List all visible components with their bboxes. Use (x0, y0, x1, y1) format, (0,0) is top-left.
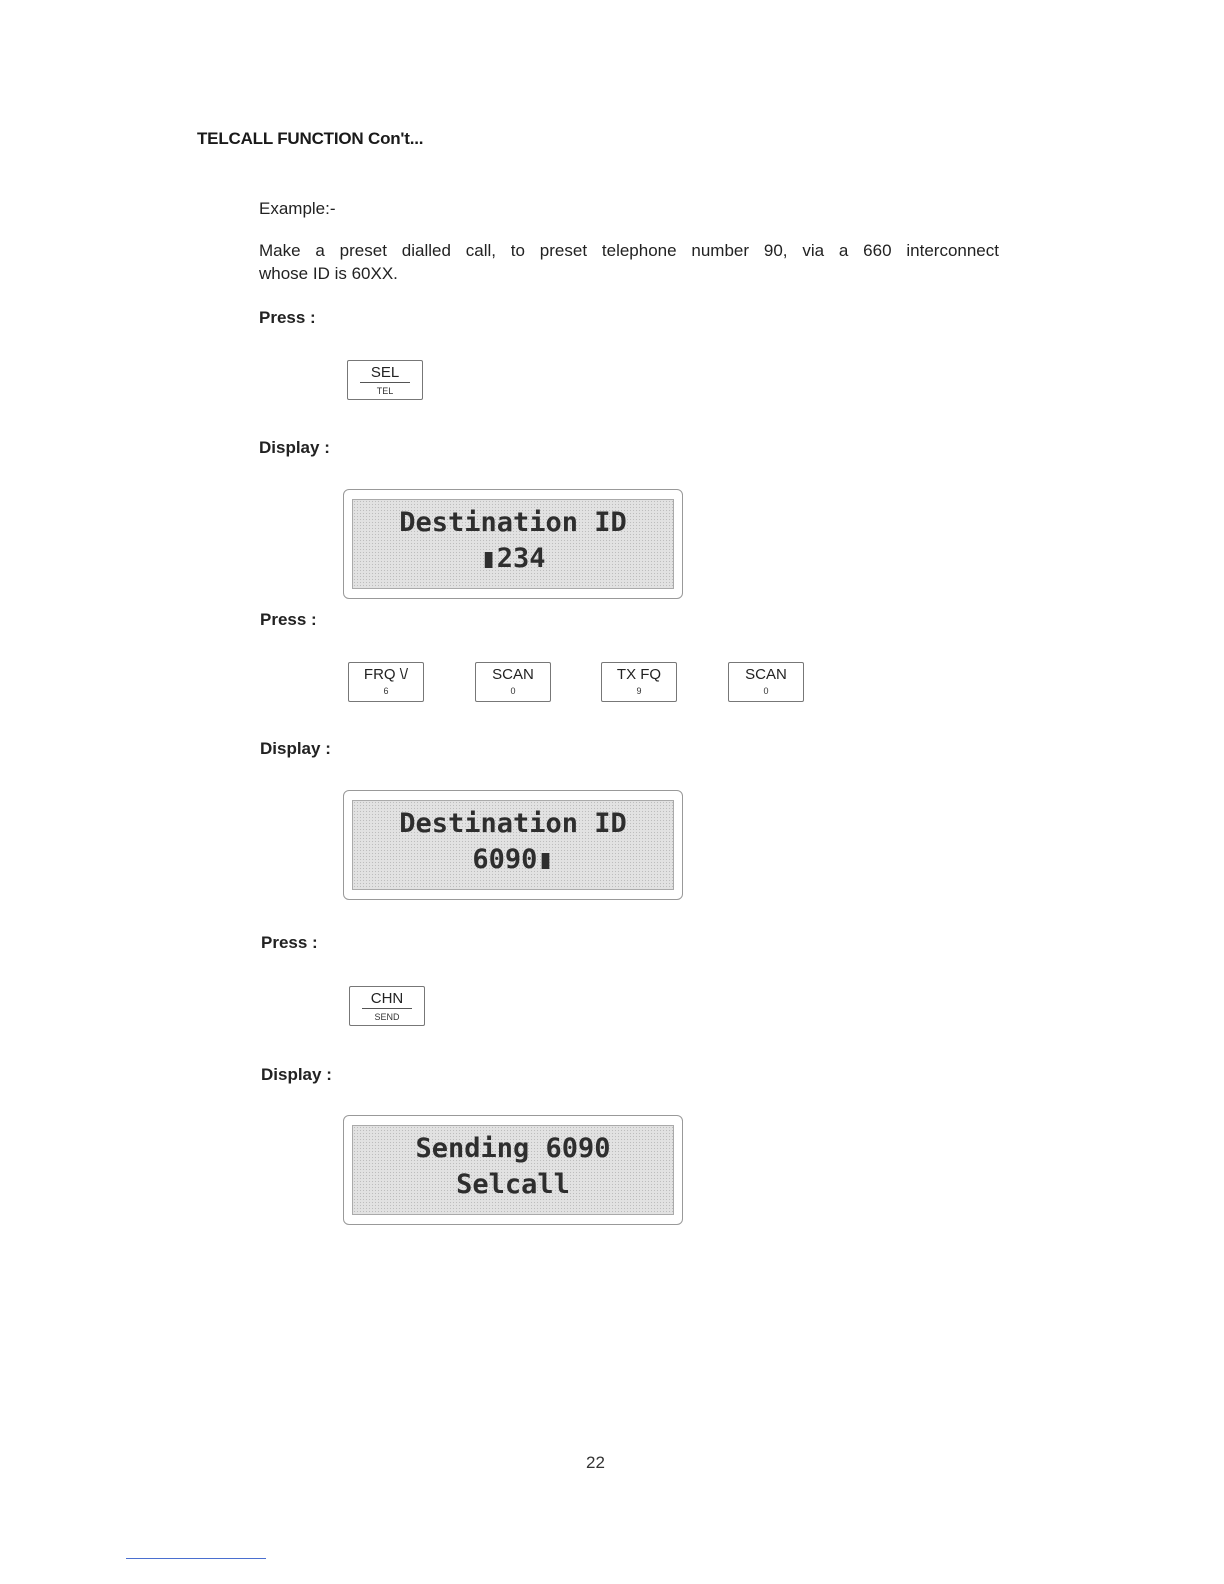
key-tx-fq-9 (601, 662, 677, 702)
description-line-2: whose ID is 60XX. (259, 264, 398, 283)
key-main-label: SCAN (745, 666, 787, 683)
footer-rule (126, 1558, 266, 1559)
lcd-line-1: Destination ID (399, 507, 627, 538)
key-main-label: CHN (362, 990, 412, 1009)
display-label-3: Display : (261, 1065, 332, 1084)
display-label-2: Display : (260, 739, 331, 758)
lcd-display-3 (343, 1115, 683, 1225)
press-label-1: Press : (259, 308, 316, 327)
description-line-1: Make a preset dialled call, to preset telephone number 90, via a 660 interconnect (259, 241, 999, 260)
lcd-line-2: Selcall (456, 1169, 570, 1200)
lcd-screen (352, 800, 674, 890)
key-sel-tel (347, 360, 423, 400)
lcd-display-2 (343, 790, 683, 900)
key-chn-send (349, 986, 425, 1026)
page-heading: TELCALL FUNCTION Con't... (197, 129, 424, 148)
example-label: Example:- (259, 199, 336, 218)
key-main-label: FRQ \/ (363, 666, 409, 683)
key-scan-0-second (728, 662, 804, 702)
key-sub-label: 9 (636, 686, 642, 696)
key-sub-label: 0 (763, 686, 769, 696)
key-main-label: TX FQ (616, 666, 662, 683)
lcd-line-2: ▮234 (480, 543, 546, 574)
lcd-display-1 (343, 489, 683, 599)
key-sub-label: 0 (510, 686, 516, 696)
lcd-screen (352, 1125, 674, 1215)
key-scan-0 (475, 662, 551, 702)
lcd-screen (352, 499, 674, 589)
key-main-label: SEL (360, 364, 410, 383)
display-label-1: Display : (259, 438, 330, 457)
press-label-2: Press : (260, 610, 317, 629)
key-sub-label: TEL (376, 386, 394, 396)
key-sub-label: SEND (374, 1012, 400, 1022)
page-number: 22 (586, 1453, 605, 1472)
key-main-label: SCAN (492, 666, 534, 683)
press-label-3: Press : (261, 933, 318, 952)
lcd-line-2: 6090▮ (472, 844, 554, 875)
key-sub-label: 6 (383, 686, 389, 696)
key-frq-down-6 (348, 662, 424, 702)
lcd-line-1: Sending 6090 (415, 1133, 611, 1164)
lcd-line-1: Destination ID (399, 808, 627, 839)
